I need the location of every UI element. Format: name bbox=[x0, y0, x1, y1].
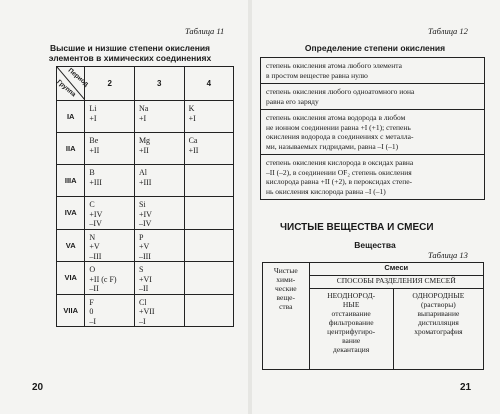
pure-line: хими- bbox=[276, 275, 296, 284]
element-symbol: N bbox=[89, 232, 96, 242]
definition-line: степень окисления любого одноатомного иона bbox=[266, 87, 415, 96]
oxidation-table bbox=[56, 66, 234, 327]
page-number-right: 21 bbox=[460, 382, 472, 393]
element-symbol: Cl bbox=[138, 297, 147, 307]
heterogeneous-cell bbox=[309, 289, 393, 370]
element-symbol: O bbox=[89, 265, 96, 274]
oxidation-state: +II bbox=[138, 145, 149, 155]
element-symbol: Li bbox=[89, 104, 97, 113]
element-cell bbox=[85, 101, 135, 133]
definition-line: нь окисления кислорода равна –I (–1) bbox=[266, 186, 386, 196]
empty-cell bbox=[184, 197, 233, 230]
definitions-table bbox=[260, 57, 485, 200]
definition-row bbox=[261, 155, 485, 200]
oxidation-state: 0 bbox=[89, 307, 94, 316]
element-cell bbox=[85, 133, 135, 165]
pure-line: Чистые bbox=[273, 266, 298, 275]
table-row bbox=[57, 262, 234, 295]
empty-cell bbox=[184, 229, 233, 262]
corner-group-label: Группа bbox=[55, 78, 78, 99]
element-cell bbox=[134, 294, 184, 327]
group-label: IIA bbox=[57, 133, 85, 165]
oxidation-state: –III bbox=[89, 251, 102, 261]
period-header-3: 3 bbox=[134, 67, 184, 101]
right-page bbox=[250, 0, 500, 414]
page-number-left: 20 bbox=[32, 382, 44, 393]
separation-table bbox=[262, 262, 484, 370]
element-symbol: Si bbox=[138, 200, 146, 209]
definition-line: степень окисления кислорода в оксидах равна bbox=[266, 158, 414, 167]
element-symbol: Ca bbox=[188, 136, 198, 145]
homogeneous-cell bbox=[393, 289, 483, 370]
element-cell bbox=[134, 262, 184, 295]
pure-line: ческие bbox=[274, 284, 297, 293]
definition-cell bbox=[261, 155, 485, 200]
corner-cell bbox=[55, 67, 90, 101]
element-symbol: Al bbox=[138, 168, 147, 177]
element-cell bbox=[85, 294, 135, 327]
definition-line: степень окисления атома любого элемента bbox=[266, 61, 402, 70]
group-label: VIA bbox=[57, 262, 85, 295]
element-symbol: P bbox=[138, 232, 144, 242]
table-13-label: Таблица 13 bbox=[428, 250, 468, 260]
table-11-label: Таблица 11 bbox=[185, 26, 225, 36]
oxidation-state: –I bbox=[89, 316, 97, 326]
definition-cell bbox=[261, 58, 485, 84]
methods-header: СПОСОБЫ РАЗДЕЛЕНИЯ СМЕСЕЙ bbox=[309, 276, 483, 289]
element-cell bbox=[134, 229, 184, 262]
oxidation-state: –II bbox=[138, 284, 149, 293]
oxidation-state: +III bbox=[89, 177, 102, 187]
table-12-label: Таблица 12 bbox=[428, 26, 468, 36]
homo-line: ОДНОРОДНЫЕ bbox=[412, 291, 465, 300]
table-11-title bbox=[30, 43, 230, 63]
title-line-1: Высшие и низшие степени окисления bbox=[49, 43, 211, 53]
oxidation-state: –IV bbox=[89, 219, 102, 228]
definition-line: окисления водорода в соединениях с металла- bbox=[266, 132, 414, 141]
period-header-4: 4 bbox=[184, 67, 233, 101]
table-row bbox=[57, 133, 234, 165]
oxidation-state: –II bbox=[89, 284, 99, 293]
definition-cell bbox=[261, 110, 485, 155]
hetero-line: отстаивание bbox=[331, 309, 371, 318]
element-symbol: Be bbox=[89, 136, 99, 145]
element-symbol: S bbox=[138, 265, 144, 274]
title-line-2: элементов в химических соединениях bbox=[48, 53, 212, 63]
definition-cell bbox=[261, 84, 485, 110]
element-cell bbox=[184, 133, 233, 165]
hetero-line: НЕОДНОРОД- bbox=[327, 291, 376, 300]
oxidation-state: +II bbox=[89, 145, 100, 155]
element-cell bbox=[85, 262, 135, 295]
element-cell bbox=[85, 197, 135, 230]
hetero-line: центрифугиро- bbox=[327, 327, 376, 336]
definition-line: степень окисления атома водорода в любом bbox=[266, 113, 406, 122]
hetero-line: вание bbox=[342, 336, 361, 345]
table-row bbox=[57, 229, 234, 262]
oxidation-state: +VI bbox=[138, 274, 152, 284]
table-header-row bbox=[57, 67, 234, 101]
homo-line: дистилляция bbox=[417, 318, 459, 327]
oxidation-state: +III bbox=[138, 177, 152, 187]
oxidation-state: –IV bbox=[138, 219, 152, 228]
element-cell bbox=[134, 133, 184, 165]
oxidation-state: +I bbox=[89, 113, 97, 123]
element-cell bbox=[134, 165, 184, 197]
group-label: IA bbox=[57, 101, 85, 133]
element-symbol: F bbox=[89, 297, 94, 307]
element-symbol: Mg bbox=[138, 136, 151, 145]
pure-line: ства bbox=[279, 302, 293, 311]
definition-line: в простом веществе равна нулю bbox=[266, 70, 368, 80]
group-label: IVA bbox=[57, 197, 85, 230]
oxidation-state: +I bbox=[188, 113, 196, 123]
element-cell bbox=[134, 197, 184, 230]
definition-row bbox=[261, 84, 485, 110]
table-row bbox=[57, 197, 234, 230]
oxidation-state: –III bbox=[138, 251, 151, 261]
element-cell bbox=[85, 229, 135, 262]
oxidation-state: +V bbox=[89, 242, 100, 251]
homo-line: выпаривание bbox=[417, 309, 460, 318]
table-row bbox=[57, 101, 234, 133]
empty-cell bbox=[184, 165, 233, 197]
oxidation-state: –I bbox=[138, 316, 146, 326]
empty-cell bbox=[184, 262, 233, 295]
period-header-2: 2 bbox=[85, 67, 135, 101]
definition-line: равна его заряду bbox=[266, 96, 319, 106]
oxidation-state: +I bbox=[138, 113, 147, 123]
mixtures-header: Смеси bbox=[309, 263, 483, 276]
homo-line: хроматография bbox=[414, 327, 463, 336]
definition-line: –II (–2), в соединении OF₂ степень окисления bbox=[266, 167, 412, 177]
oxidation-state: +IV bbox=[138, 209, 152, 219]
table-row bbox=[57, 294, 234, 327]
oxidation-state: +II (с F) bbox=[89, 274, 117, 284]
definition-line: не ионном соединении равна +I (+1); степень bbox=[266, 122, 411, 132]
hetero-line: фильтрование bbox=[328, 318, 374, 327]
element-symbol: Na bbox=[138, 104, 149, 113]
element-cell bbox=[184, 101, 233, 133]
pure-line: веще- bbox=[276, 293, 295, 302]
element-symbol: B bbox=[89, 168, 95, 177]
hetero-line: НЫЕ bbox=[342, 300, 360, 309]
table-12-title: Определение степени окисления bbox=[304, 43, 446, 53]
definition-row bbox=[261, 58, 485, 84]
oxidation-state: +VII bbox=[138, 307, 155, 316]
corner-period-label: Период bbox=[66, 67, 90, 88]
empty-cell bbox=[184, 294, 233, 327]
oxidation-state: +IV bbox=[89, 209, 103, 219]
oxidation-state: +II bbox=[188, 145, 199, 155]
definition-row bbox=[261, 110, 485, 155]
group-label: VA bbox=[57, 229, 85, 262]
table-row bbox=[57, 165, 234, 197]
subsection-title: Вещества bbox=[354, 240, 396, 250]
group-label: VIIA bbox=[57, 294, 85, 327]
section-title: ЧИСТЫЕ ВЕЩЕСТВА И СМЕСИ bbox=[280, 222, 434, 233]
hetero-line: декантация bbox=[333, 345, 370, 354]
definition-line: кислорода равна +II (+2), в пероксидах степе- bbox=[266, 177, 413, 186]
element-symbol: C bbox=[89, 200, 95, 209]
homo-line: (растворы) bbox=[421, 300, 456, 309]
element-cell bbox=[85, 165, 135, 197]
oxidation-state: +V bbox=[138, 242, 150, 251]
pure-substances-cell bbox=[263, 263, 310, 370]
element-symbol: K bbox=[188, 104, 195, 113]
table-row bbox=[263, 263, 484, 276]
definition-line: ми, называемых гидридами, равна –I (–1) bbox=[266, 141, 399, 151]
group-label: IIIA bbox=[57, 165, 85, 197]
element-cell bbox=[134, 101, 184, 133]
